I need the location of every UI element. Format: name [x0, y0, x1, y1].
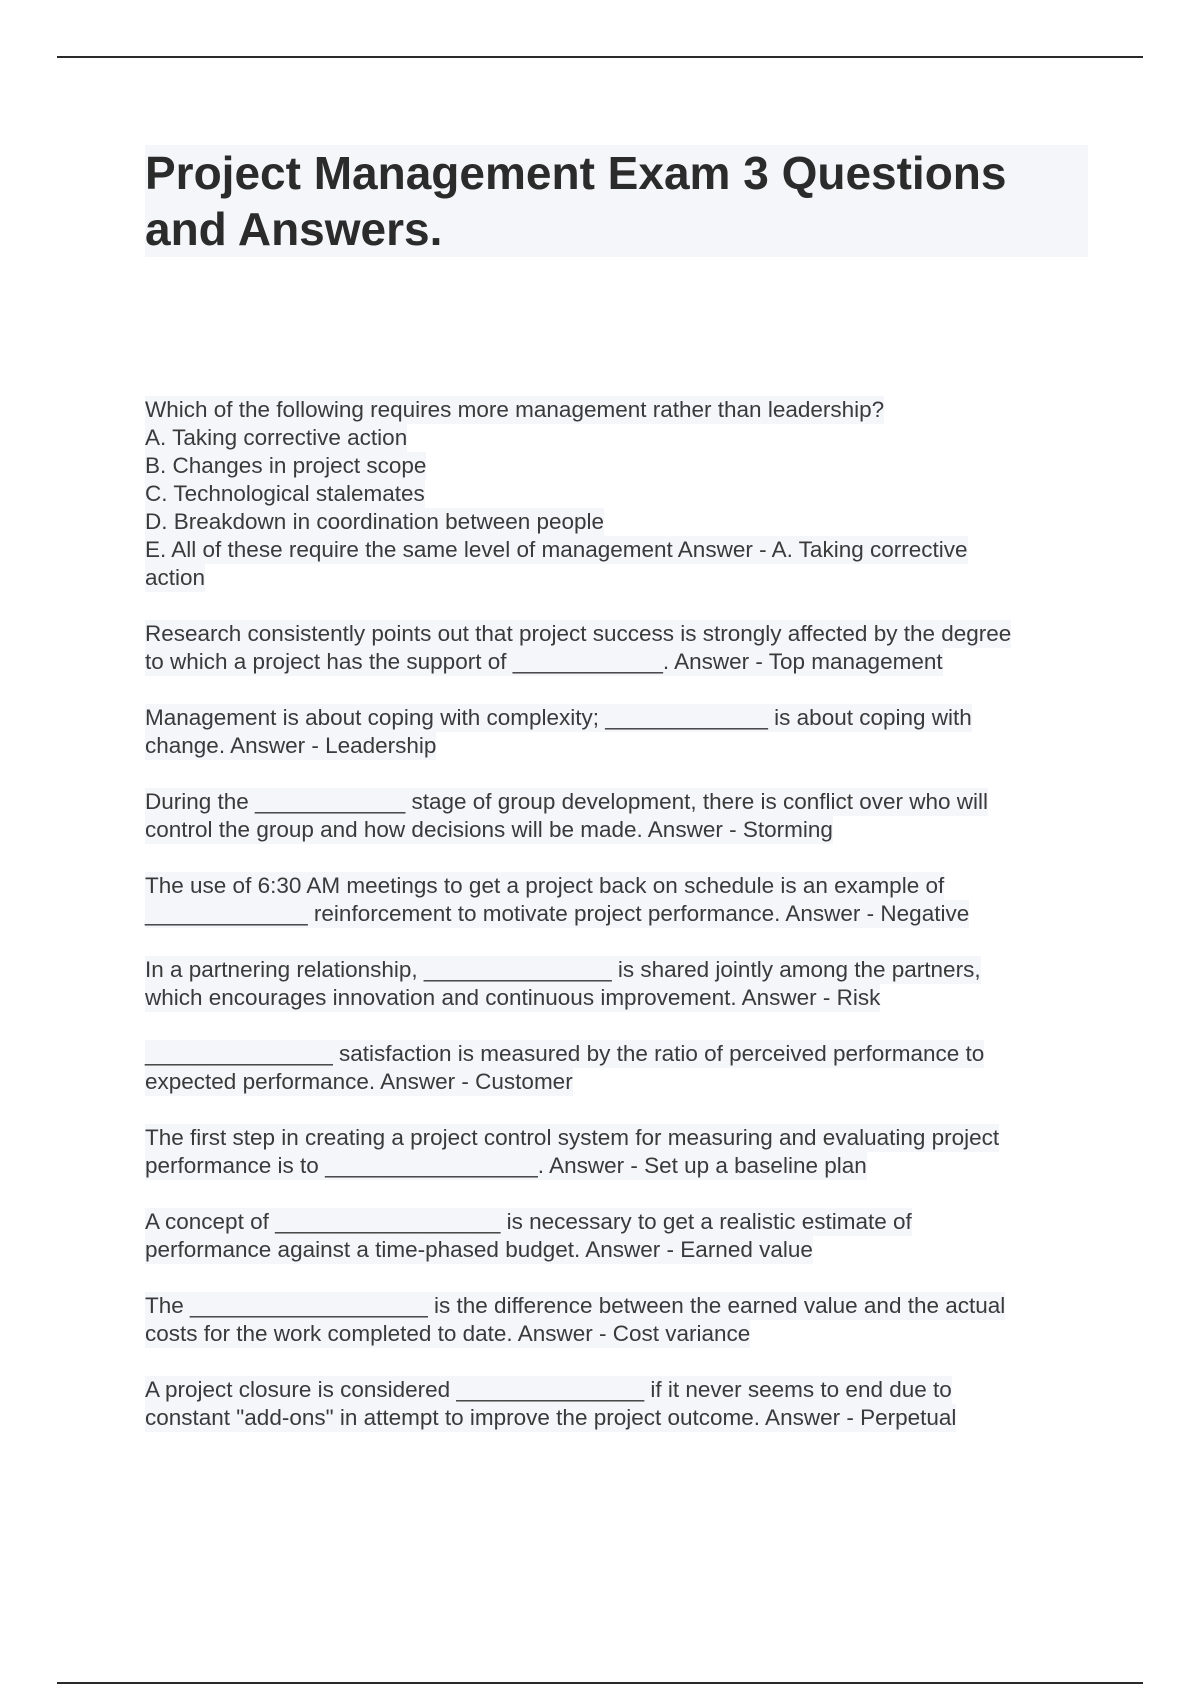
- qa-item: [145, 788, 1090, 844]
- qa-list: [145, 396, 1090, 1460]
- qa-line: A project closure is considered _______________ if it never seems to end due to: [145, 1377, 952, 1402]
- qa-item: [145, 396, 1090, 592]
- qa-line: E. All of these require the same level of management Answer - A. Taking corrective: [145, 537, 968, 562]
- qa-line: which encourages innovation and continuous improvement. Answer - Risk: [145, 985, 881, 1010]
- qa-item: [145, 1292, 1090, 1348]
- page-title: [145, 145, 1088, 257]
- qa-line: constant "add-ons" in attempt to improve the project outcome. Answer - Perpetual: [145, 1405, 957, 1430]
- qa-line: costs for the work completed to date. Answer - Cost variance: [145, 1321, 751, 1346]
- qa-item: [145, 1124, 1090, 1180]
- qa-line: B. Changes in project scope: [145, 453, 427, 478]
- qa-line: performance is to _________________. Answer - Set up a baseline plan: [145, 1153, 867, 1178]
- qa-line: In a partnering relationship, _______________ is shared jointly among the partners,: [145, 957, 981, 982]
- qa-item: [145, 620, 1090, 676]
- qa-line: performance against a time-phased budget. Answer - Earned value: [145, 1237, 813, 1262]
- qa-item: [145, 872, 1090, 928]
- qa-item: [145, 1040, 1090, 1096]
- qa-line: _______________ satisfaction is measured by the ratio of perceived performance to: [145, 1041, 985, 1066]
- qa-line: The use of 6:30 AM meetings to get a project back on schedule is an example of: [145, 873, 945, 898]
- qa-line: The ___________________ is the difference between the earned value and the actual: [145, 1293, 1006, 1318]
- qa-line: A. Taking corrective action: [145, 425, 408, 450]
- footer-divider: [57, 1682, 1143, 1684]
- title-line-2: and Answers.: [145, 203, 443, 255]
- qa-line: Research consistently points out that project success is strongly affected by the degree: [145, 621, 1012, 646]
- qa-line: D. Breakdown in coordination between people: [145, 509, 605, 534]
- qa-line: Management is about coping with complexity; _____________ is about coping with: [145, 705, 972, 730]
- qa-line: C. Technological stalemates: [145, 481, 425, 506]
- qa-line: Which of the following requires more management rather than leadership?: [145, 397, 885, 422]
- qa-item: [145, 1208, 1090, 1264]
- qa-line: During the ____________ stage of group development, there is conflict over who will: [145, 789, 989, 814]
- qa-line: _____________ reinforcement to motivate project performance. Answer - Negative: [145, 901, 970, 926]
- qa-item: [145, 1376, 1090, 1432]
- qa-line: action: [145, 565, 206, 590]
- header-divider: [57, 56, 1143, 58]
- qa-item: [145, 956, 1090, 1012]
- qa-line: expected performance. Answer - Customer: [145, 1069, 573, 1094]
- qa-line: change. Answer - Leadership: [145, 733, 437, 758]
- qa-line: to which a project has the support of ____________. Answer - Top management: [145, 649, 943, 674]
- qa-line: A concept of __________________ is necessary to get a realistic estimate of: [145, 1209, 912, 1234]
- title-block: [145, 145, 1088, 257]
- title-line-1: Project Management Exam 3 Questions: [145, 147, 1007, 199]
- qa-item: [145, 704, 1090, 760]
- qa-line: control the group and how decisions will be made. Answer - Storming: [145, 817, 833, 842]
- qa-line: The first step in creating a project control system for measuring and evaluating project: [145, 1125, 1000, 1150]
